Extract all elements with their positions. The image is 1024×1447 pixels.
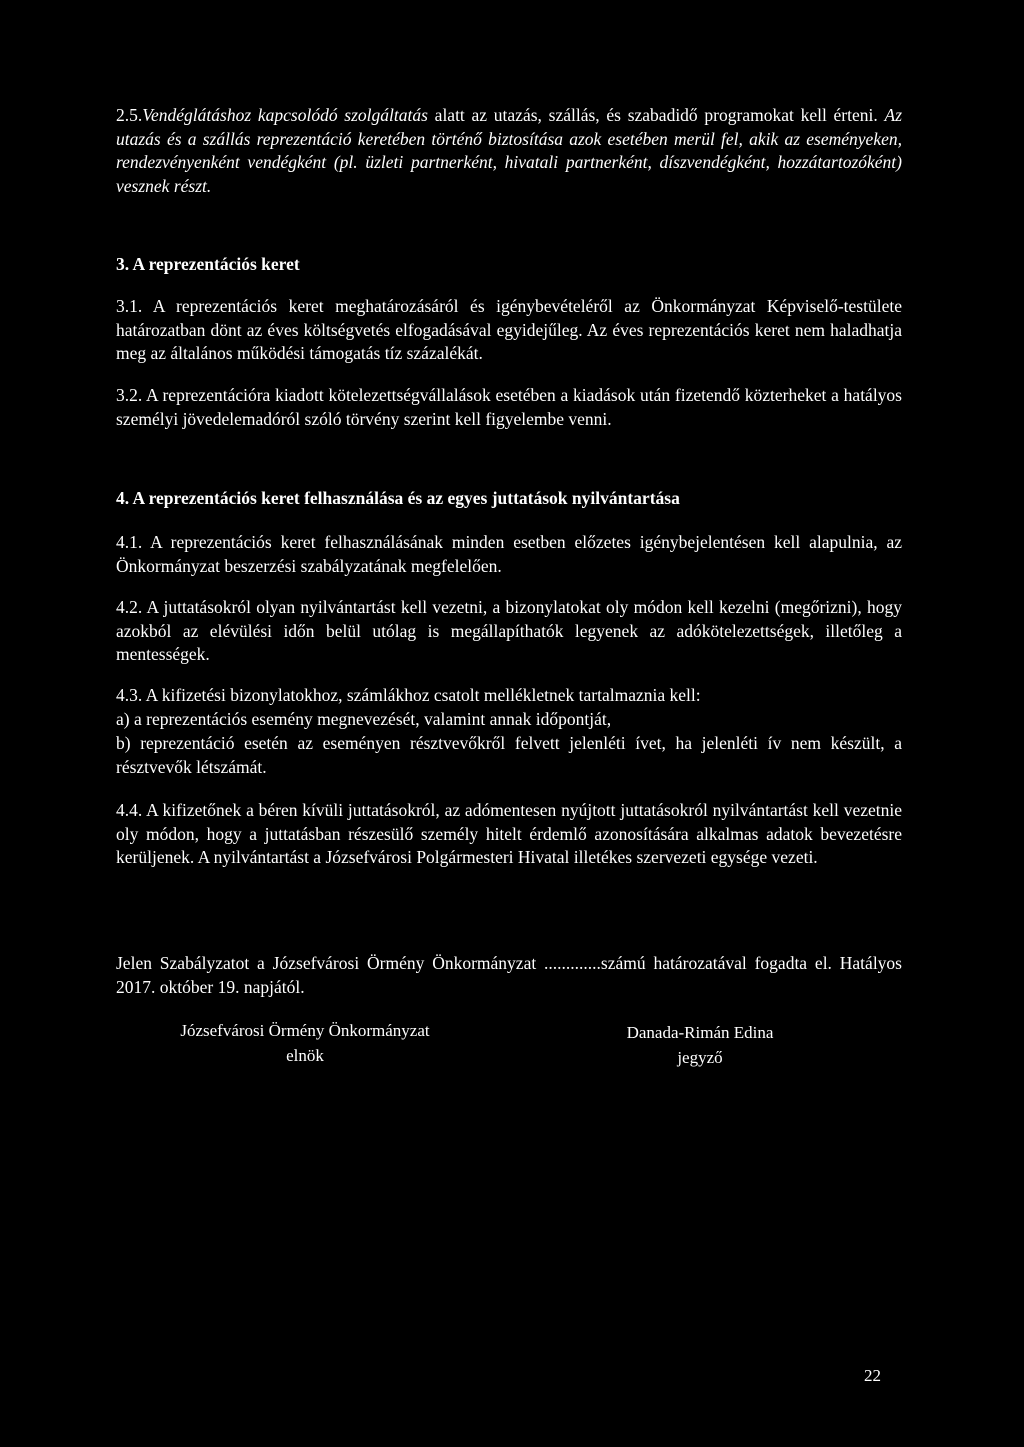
paragraph-4-1: 4.1. A reprezentációs keret felhasználásának minden esetben előzetes igénybejelentésen kell alapulnia, az Önkormányzat beszerzési szabályzatának megfelelően. — [116, 532, 902, 576]
section-2-5-text: alatt az utazás, szállás, és szabadidő programokat kell érteni. — [427, 105, 885, 125]
signature-right-title: jegyző — [677, 1048, 723, 1067]
heading-section-3: 3. A reprezentációs keret — [116, 254, 300, 274]
paragraph-4-4: 4.4. A kifizetőnek a béren kívüli juttatásokról, az adómentesen nyújtott juttatásokról nyilvántartást kell vezetnie oly módon, hogy a juttatásban részesülő személy hitelt érdemlő azonosítására alkalmas adatok bevezetésre kerüljenek. A nyilvántartást a Józsefvárosi Polgármesteri Hivatal illetékes szervezeti egysége vezeti. — [116, 800, 902, 867]
closing-statement: Jelen Szabályzatot a Józsefvárosi Örmény Önkormányzat .............számú határozatával fogadta el. Hatályos 2017. október 19. napjától. — [116, 953, 902, 997]
paragraph-3-2: 3.2. A reprezentációra kiadott kötelezettségvállalások esetében a kiadások után fizetendő közterheket a hatályos személyi jövedelemadóról szóló törvény szerint kell figyelembe venni. — [116, 385, 902, 429]
section-2-5-number: 2.5. — [116, 105, 143, 125]
signature-left-org: Józsefvárosi Örmény Önkormányzat — [180, 1021, 430, 1040]
paragraph-3-1: 3.1. A reprezentációs keret meghatározásáról és igénybevételéről az Önkormányzat Képviselő-testülete határozatban dönt az éves költségvetés elfogadásával egyidejűleg. Az éves reprezentációs keret nem haladhatja meg az általános működési támogatás tíz százalékát. — [116, 296, 902, 363]
paragraph-4-3-item-a: a) a reprezentációs esemény megnevezését, valamint annak időpontját, — [116, 709, 612, 729]
section-2-5-italic-lead: Vendéglátáshoz kapcsolódó szolgáltatás — [142, 105, 428, 125]
signature-block-right — [590, 1020, 810, 1070]
heading-section-4: 4. A reprezentációs keret felhasználása és az egyes juttatások nyilvántartása — [116, 488, 680, 508]
section-2-5-italic-rest: Az utazás és a szállás reprezentáció keretében történő biztosítása azok esetében merül fel, akik az eseményeken, rendezvényenként vendégként (pl. üzleti partnerként, hivatali partnerként, díszvendégként, hozzátartozóként) vesznek részt. — [116, 105, 902, 196]
section-2-5 — [116, 104, 902, 198]
paragraph-4-3-item-b: b) reprezentáció esetén az eseményen résztvevőkről felvett jelenléti ívet, ha jelenléti ív nem készült, a résztvevők létszámát. — [116, 733, 902, 777]
signature-block-left — [130, 1018, 480, 1068]
signature-left-title: elnök — [286, 1046, 324, 1065]
paragraph-4-2: 4.2. A juttatásokról olyan nyilvántartást kell vezetni, a bizonylatokat oly módon kell kezelni (megőrizni), hogy azokból az elévülési időn belül utólag is megállapíthatók legyenek az adókötelezettségek, illetőleg a mentességek. — [116, 597, 902, 664]
page-number: 22 — [864, 1366, 881, 1385]
signature-right-name: Danada-Rimán Edina — [626, 1023, 774, 1042]
paragraph-4-3-intro: 4.3. A kifizetési bizonylatokhoz, számlákhoz csatolt mellékletnek tartalmaznia kell: — [116, 685, 701, 705]
